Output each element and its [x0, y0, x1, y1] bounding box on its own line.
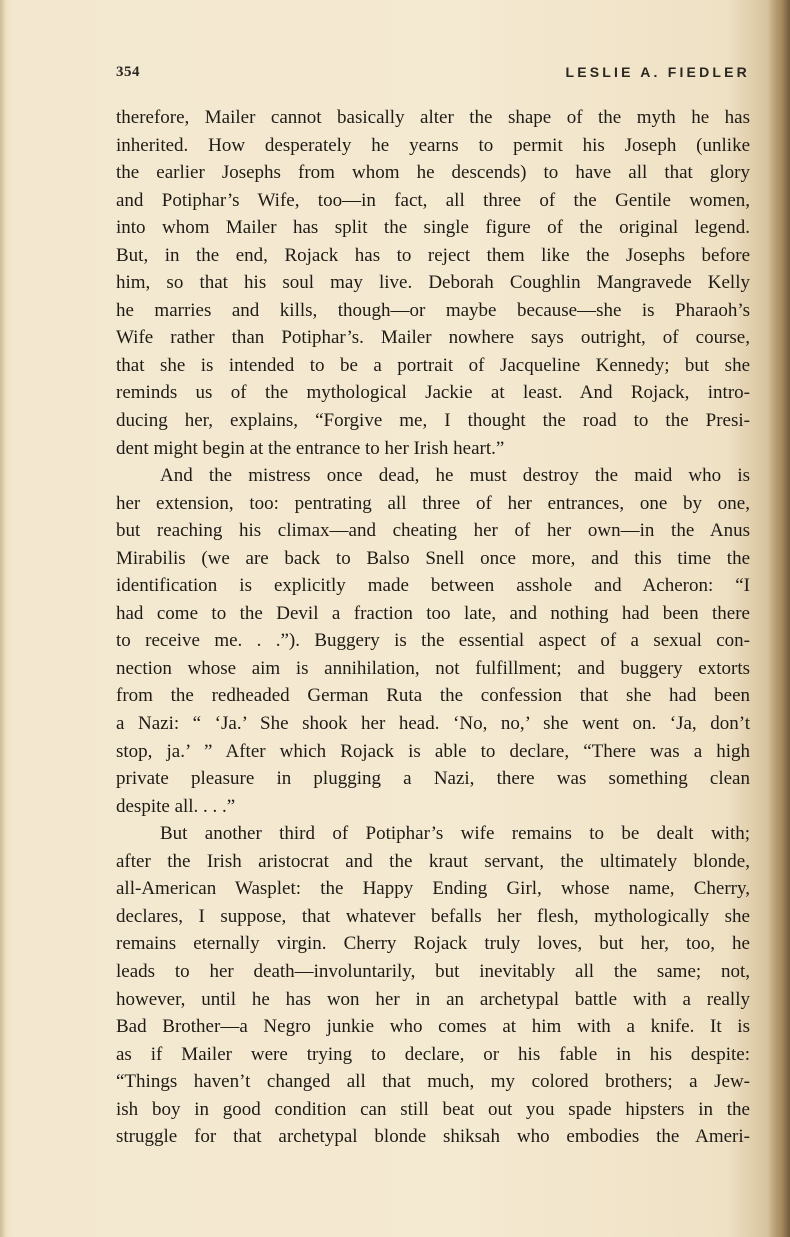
- text-line: remains eternally virgin. Cherry Rojack truly loves, but her, too, he: [116, 933, 750, 955]
- text-line: him, so that his soul may live. Deborah Coughlin Mangravede Kelly: [116, 272, 750, 294]
- text-line: Mirabilis (we are back to Balso Snell once more, and this time the: [116, 547, 750, 569]
- text-line: identification is explicitly made between asshole and Acheron: “I: [116, 575, 750, 597]
- text-line: dent might begin at the entrance to her Irish heart.”: [116, 437, 505, 459]
- paragraph-first-line: But another third of Potiphar’s wife remains to be dealt with;: [160, 823, 750, 845]
- text-line: declares, I suppose, that whatever befalls her flesh, mythologically she: [116, 905, 750, 927]
- text-line: the earlier Josephs from whom he descends) to have all that glory: [116, 162, 750, 184]
- text-line: he marries and kills, though—or maybe because—she is Pharaoh’s: [116, 299, 750, 321]
- text-line: despite all. . . .”: [116, 795, 236, 817]
- text-line: Bad Brother—a Negro junkie who comes at him with a knife. It is: [116, 1016, 750, 1038]
- text-line: private pleasure in plugging a Nazi, there was something clean: [116, 768, 750, 790]
- text-line: leads to her death—involuntarily, but inevitably all the same; not,: [116, 960, 750, 982]
- running-head-author: LESLIE A. FIEDLER: [565, 64, 750, 80]
- text-line: inherited. How desperately he yearns to permit his Joseph (unlike: [116, 134, 750, 156]
- text-line: however, until he has won her in an archetypal battle with a really: [116, 988, 750, 1010]
- page-left-shadow: [0, 0, 6, 1237]
- page-gutter-shadow: [768, 0, 790, 1237]
- text-line: But, in the end, Rojack has to reject them like the Josephs before: [116, 244, 750, 266]
- text-line: a Nazi: “ ‘Ja.’ She shook her head. ‘No, no,’ she went on. ‘Ja, don’t: [116, 713, 750, 735]
- text-line: ish boy in good condition can still beat out you spade hipsters in the: [116, 1098, 750, 1120]
- text-line: had come to the Devil a fraction too late, and nothing had been there: [116, 602, 750, 624]
- paragraph-first-line: And the mistress once dead, he must destroy the maid who is: [160, 465, 750, 487]
- text-line: stop, ja.’ ” After which Rojack is able to declare, “There was a high: [116, 740, 750, 762]
- text-line: struggle for that archetypal blonde shiksah who embodies the Ameri-: [116, 1126, 750, 1148]
- page-number: 354: [116, 64, 140, 80]
- running-head: [116, 64, 750, 86]
- text-line: nection whose aim is annihilation, not fulfillment; and buggery extorts: [116, 657, 750, 679]
- text-line: and Potiphar’s Wife, too—in fact, all three of the Gentile women,: [116, 189, 750, 211]
- text-line: her extension, too: pentrating all three of her entrances, one by one,: [116, 492, 750, 514]
- text-line: Wife rather than Potiphar’s. Mailer nowhere says outright, of course,: [116, 327, 750, 349]
- text-line: all-American Wasplet: the Happy Ending Girl, whose name, Cherry,: [116, 878, 750, 900]
- text-line: to receive me. . .”). Buggery is the essential aspect of a sexual con-: [116, 630, 750, 652]
- body-text: [116, 104, 750, 1151]
- text-line: reminds us of the mythological Jackie at least. And Rojack, intro-: [116, 382, 750, 404]
- text-line: therefore, Mailer cannot basically alter the shape of the myth he has: [116, 107, 750, 128]
- text-line: after the Irish aristocrat and the kraut servant, the ultimately blonde,: [116, 850, 750, 872]
- text-line: into whom Mailer has split the single figure of the original legend.: [116, 217, 750, 239]
- text-line: that she is intended to be a portrait of Jacqueline Kennedy; but she: [116, 354, 750, 376]
- text-line: from the redheaded German Ruta the confession that she had been: [116, 685, 750, 707]
- text-line: but reaching his climax—and cheating her of her own—in the Anus: [116, 520, 750, 542]
- text-line: ducing her, explains, “Forgive me, I thought the road to the Presi-: [116, 410, 750, 432]
- text-line: as if Mailer were trying to declare, or his fable in his despite:: [116, 1043, 750, 1065]
- text-line: “Things haven’t changed all that much, my colored brothers; a Jew-: [116, 1071, 750, 1093]
